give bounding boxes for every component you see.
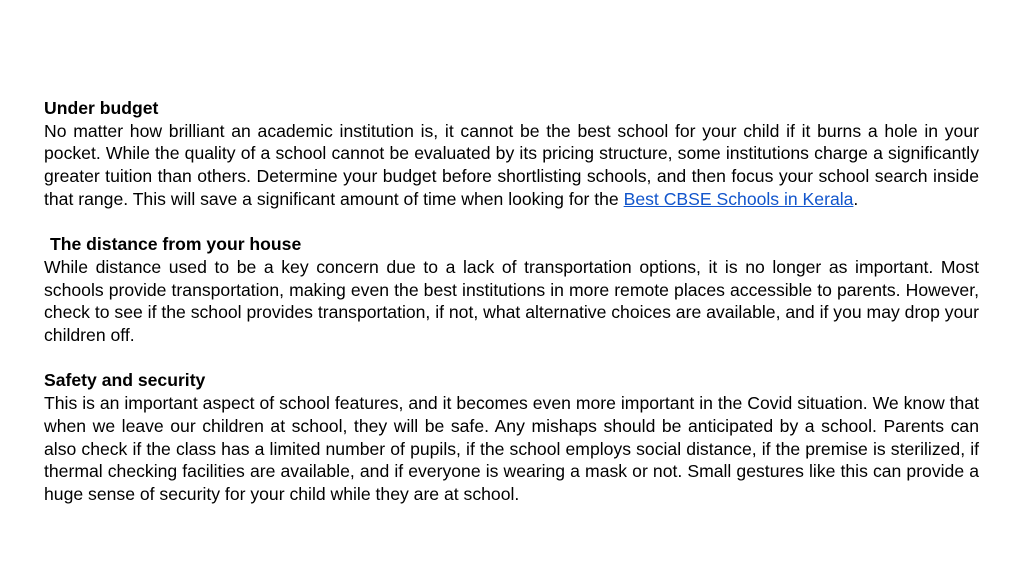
slide-content	[44, 97, 979, 506]
section-body-distance: While distance used to be a key concern due to a lack of transportation options, it is no longer as important. Most schools provide transportation, making even the best institutions in more remote places accessible to parents. However, check to see if the school provides transportation, if not, what alternative choices are available, and if you may drop your children off.	[44, 256, 979, 346]
section-body-text-end: .	[853, 188, 859, 209]
section-safety	[44, 369, 979, 505]
section-distance	[44, 233, 979, 347]
section-title-distance: The distance from your house	[50, 234, 302, 255]
section-title-under-budget: Under budget	[44, 98, 159, 118]
section-title-safety: Safety and security	[44, 370, 206, 391]
paragraph-gap	[44, 347, 979, 370]
section-body-safety: This is an important aspect of school features, and it becomes even more important in the Covid situation. We know that when we leave our children at school, they will be safe. Any mishaps should be anticipated by a school. Parents can also check if the class has a limited number of pupils, if the school employs social distance, if the premise is sterilized, if thermal checking facilities are available, and if everyone is wearing a mask or not. Small gestures like this can provide a huge sense of security for your child while they are at school.	[44, 393, 979, 504]
best-cbse-schools-link[interactable]: Best CBSE Schools in Kerala	[623, 188, 854, 209]
section-body-text: No matter how brilliant an academic institution is, it cannot be the best school for your child if it burns a hole in your pocket. While the quality of a school cannot be evaluated by its pricing structure, some institutions charge a significantly greater tuition than others. Determine your budget before shortlisting schools, and then focus your school search inside that range. This will save a significant amount of time when looking for the	[44, 120, 979, 209]
section-under-budget	[44, 97, 979, 211]
section-body-under-budget	[44, 120, 979, 211]
paragraph-gap	[44, 211, 979, 234]
